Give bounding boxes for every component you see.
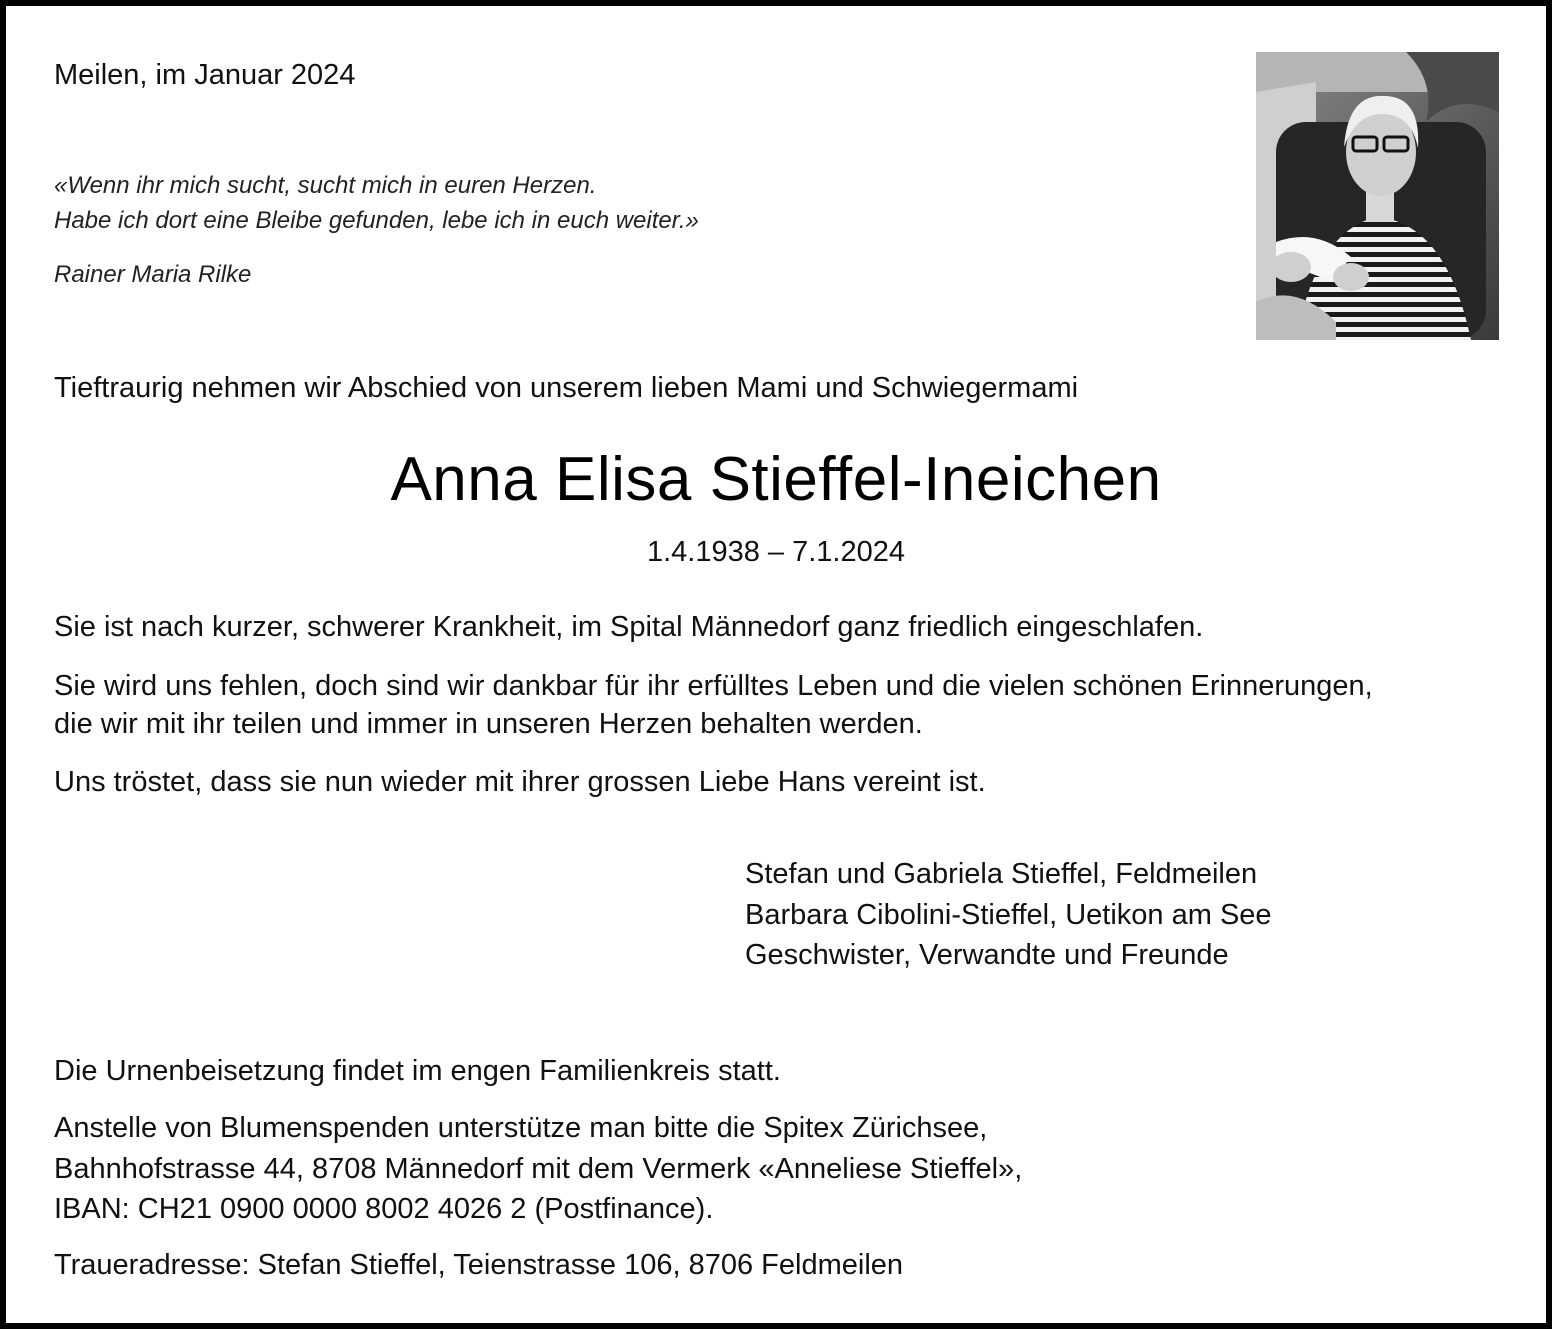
intro-text: Tieftraurig nehmen wir Abschied von unserem lieben Mami und Schwiegermami bbox=[54, 372, 1079, 404]
donation-line-1: Anstelle von Blumenspenden unterstütze man bitte die Spitex Zürichsee, bbox=[54, 1112, 988, 1144]
mourner-line: Barbara Cibolini-Stieffel, Uetikon am See bbox=[745, 899, 1272, 931]
paragraph-2-line-1: Sie wird uns fehlen, doch sind wir dankbar für ihr erfülltes Leben und die vielen schönen Erinnerungen, bbox=[54, 670, 1373, 702]
quote-line-1: «Wenn ihr mich sucht, sucht mich in euren Herzen. bbox=[54, 172, 597, 199]
place-date: Meilen, im Januar 2024 bbox=[54, 59, 356, 91]
mourner-line: Stefan und Gabriela Stieffel, Feldmeilen bbox=[745, 858, 1258, 890]
donation-line-3: IBAN: CH21 0900 0000 8002 4026 2 (Postfinance). bbox=[54, 1193, 714, 1225]
donation-line-2: Bahnhofstrasse 44, 8708 Männedorf mit dem Vermerk «Anneliese Stieffel», bbox=[54, 1153, 1023, 1185]
paragraph-2-line-2: die wir mit ihr teilen und immer in unseren Herzen behalten werden. bbox=[54, 708, 923, 740]
quote-author: Rainer Maria Rilke bbox=[54, 261, 252, 288]
quote-line-2: Habe ich dort eine Bleibe gefunden, lebe ich in euch weiter.» bbox=[54, 207, 699, 234]
portrait-photo bbox=[1256, 52, 1499, 340]
paragraph-3: Uns tröstet, dass sie nun wieder mit ihrer grossen Liebe Hans vereint ist. bbox=[54, 766, 986, 798]
deceased-name: Anna Elisa Stieffel-Ineichen bbox=[390, 445, 1162, 514]
mourning-address: Traueradresse: Stefan Stieffel, Teienstrasse 106, 8706 Feldmeilen bbox=[54, 1249, 904, 1281]
mourner-line: Geschwister, Verwandte und Freunde bbox=[745, 939, 1229, 971]
burial-notice: Die Urnenbeisetzung findet im engen Familienkreis statt. bbox=[54, 1055, 781, 1087]
paragraph-1: Sie ist nach kurzer, schwerer Krankheit, im Spital Männedorf ganz friedlich eingeschlafen. bbox=[54, 611, 1204, 643]
life-dates: 1.4.1938 – 7.1.2024 bbox=[646, 536, 905, 568]
